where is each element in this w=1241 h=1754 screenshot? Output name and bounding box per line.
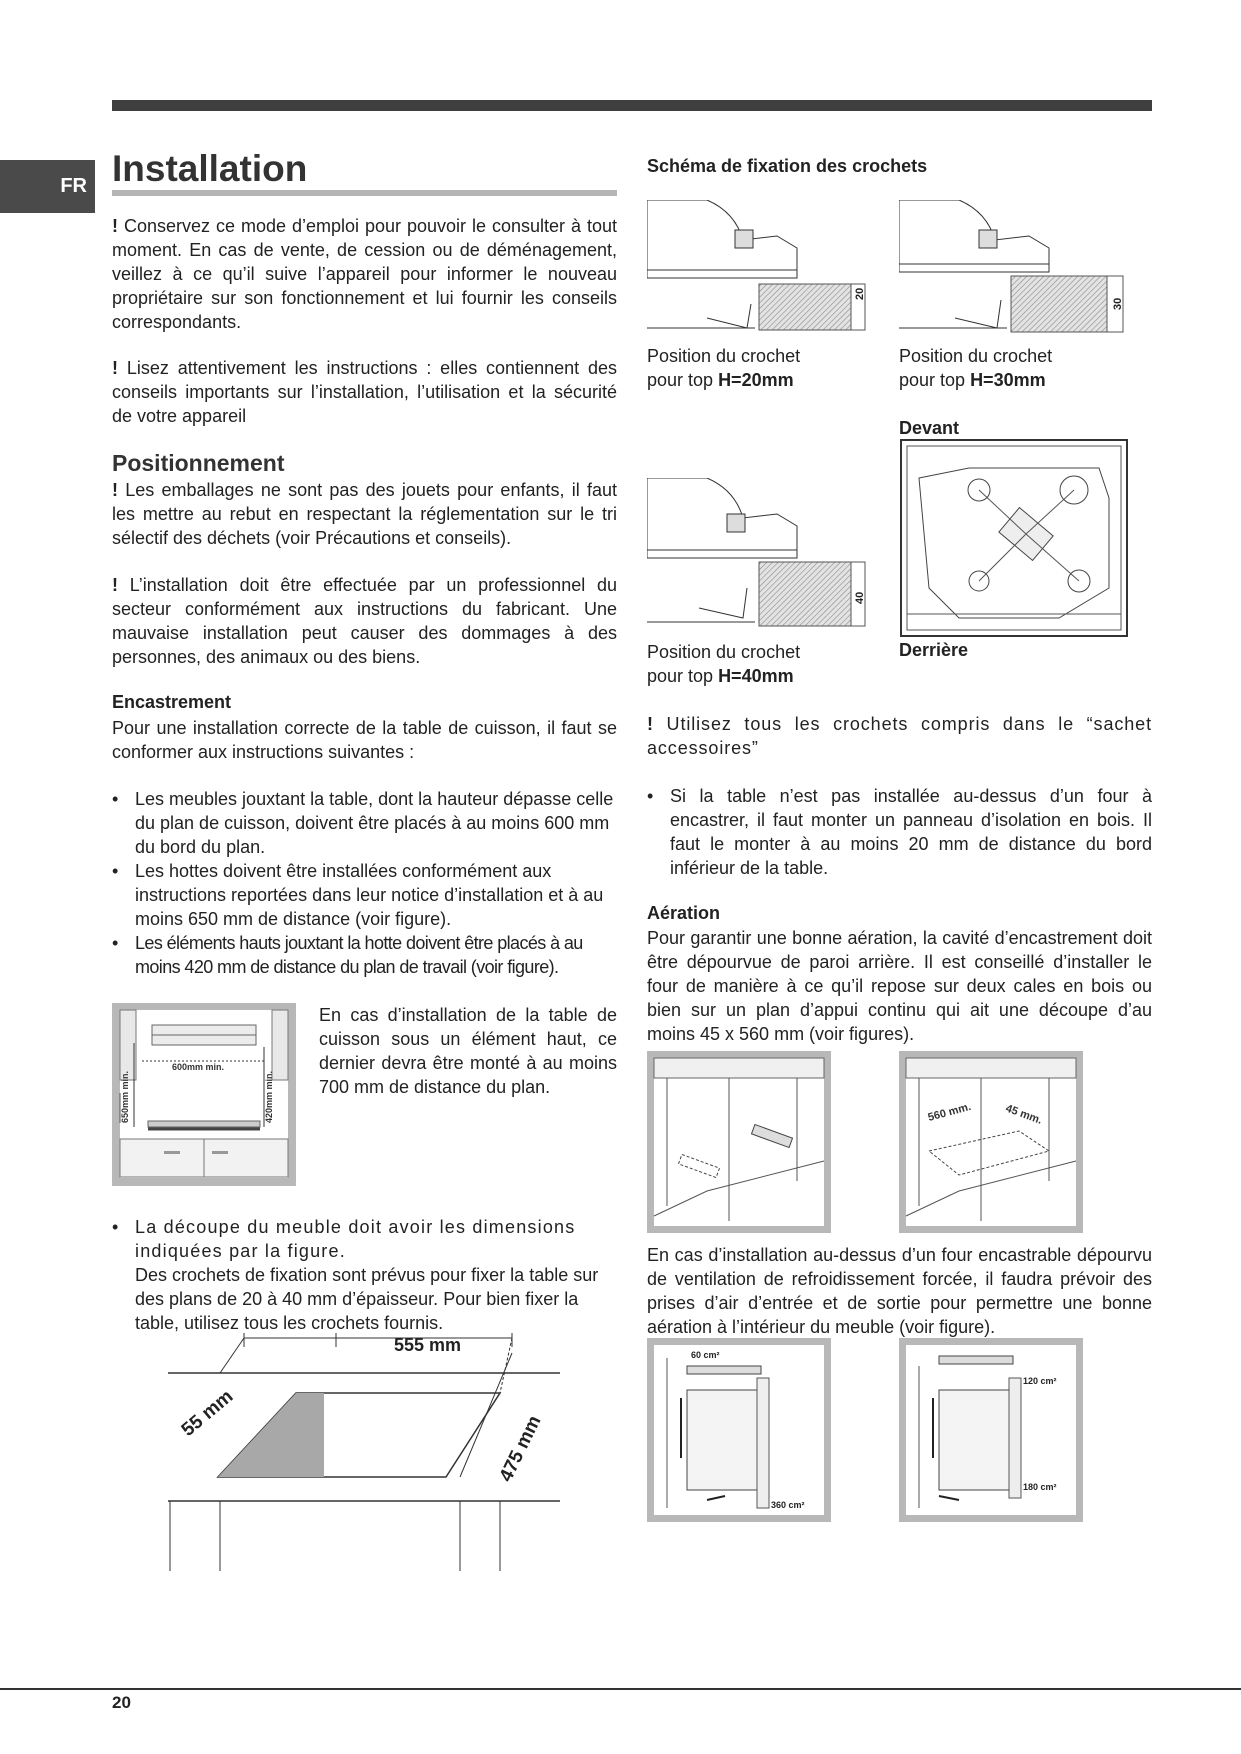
inlet-area: 60 cm² [691,1350,720,1360]
list-item: • Les meubles jouxtant la table, dont la hauteur dépasse celle du plan de cuisson, doivent être placés à au moins 600 mm du bord du plan. [112,787,617,859]
intro-paragraph-1: ! Conservez ce mode d’emploi pour pouvoir le consulter à tout moment. En cas de vente, de cession ou de déménagement, veillez à ce qu’il suive l’appareil pour informer le nouveau propriétaire sur son fonctionnement et lui fournir les conseils correspondants. [112,216,617,332]
oven-ventilation-paragraph: En cas d’installation au-dessus d’un four encastrable dépourvu de ventilation de refroidissement forcée, il faudra prévoir des prises d’air d’entrée et de sortie pour permettre une bonne aération à l’intérieur du meuble (voir figure). [647,1245,1152,1337]
aeration-heading: Aération [647,903,721,923]
hood-clearance-figure [112,1003,296,1186]
page-title: Installation [112,148,308,189]
encastrement-bullets [112,787,617,979]
cutout-bullets [112,1215,617,1335]
hood-height-label: 650mm min. [120,1070,130,1123]
list-item: • Les éléments hauts jouxtant la hotte doivent être placés à au moins 420 mm de distance du plan de travail (voir figure). [112,931,617,979]
upper-unit-height-label: 420mm min. [264,1070,274,1123]
encastrement-intro: Pour une installation correcte de la table de cuisson, il faut se conformer aux instructions suivantes : [112,718,617,762]
hook-caption-40: Position du crochet pour top H=40mm [647,642,801,686]
wood-panel-bullets [647,784,1152,880]
aeration-paragraph: Pour garantir une bonne aération, la cavité d’encastrement doit être dépourvue de paroi arrière. Il est conseillé d’installer le four de manière à ce qu’il repose sur deux cales en bois ou bien sur un plan d’appui continu qui ait une découpe d’au moins 45 x 560 mm (voir figures). [647,928,1152,1044]
outlet-area: 360 cm² [771,1500,805,1510]
list-item: • Les hottes doivent être installées conformément aux instructions reportées dans leur notice d’installation et à au moins 650 mm de distance (voir figure). [112,859,617,931]
edge-dimension: 55 mm [177,1386,238,1441]
intro-paragraph-2: ! Lisez attentivement les instructions : elles contiennent des conseils importants sur l’installation, l’utilisation et la sécurité de votre appareil [112,358,617,426]
oven-vent-figure-left [647,1338,831,1522]
hook-thickness: 20 [854,287,866,300]
upper-unit-note: En cas d’installation de la table de cuisson sous un élément haut, ce dernier devra être monté à au moins 700 mm de distance du plan. [319,1005,617,1097]
hooks-heading: Schéma de fixation des crochets [647,156,928,176]
hook-caption-20: Position du crochet pour top H=20mm [647,346,801,390]
hob-underside-figure [899,438,1129,638]
top-rule [112,100,1152,111]
positioning-heading: Positionnement [112,450,285,476]
front-label: Devant [899,418,960,438]
hook-thickness: 30 [1112,297,1124,310]
width-dimension: 555 mm [394,1335,462,1355]
cabinet-figure-cutout [899,1051,1083,1233]
gap-label: 45 mm. [1003,1102,1044,1127]
page-number: 20 [112,1693,131,1712]
hook-figure-30 [899,200,1129,340]
back-label: Derrière [899,640,969,660]
positioning-paragraph-1: ! Les emballages ne sont pas des jouets pour enfants, il faut les mettre au rebut en respectant la réglementation sur le tri sélectif des déchets (voir Précautions et conseils). [112,480,617,548]
hook-figure-20 [647,200,871,340]
list-item: • La découpe du meuble doit avoir les dimensions indiquées par la figure. Des crochets de fixation sont prévus pour fixer la table sur des plans de 20 à 40 mm d’épaisseur. Pour bien fixer la table, utilisez tous les crochets fournis. [112,1215,617,1335]
list-item: • Si la table n’est pas installée au-dessus d’un four à encastrer, il faut monter un panneau d’isolation en bois. Il faut le monter à au moins 20 mm de distance du bord inférieur de la table. [647,784,1152,880]
title-underline [112,190,617,196]
depth-dimension: 475 mm [495,1412,546,1486]
inlet-area: 120 cm² [1023,1376,1057,1386]
encastrement-heading: Encastrement [112,692,232,712]
cutout-dimensions-figure [160,1333,570,1573]
positioning-paragraph-2: ! L’installation doit être effectuée par un professionnel du secteur conformément aux instructions du fabricant. Une mauvaise installation peut causer des dommages à des personnes, des animaux ou des biens. [112,575,617,667]
language-tab: FR [0,160,95,213]
cabinet-figure-shelves [647,1051,831,1233]
outlet-area: 180 cm² [1023,1482,1057,1492]
width-label: 600mm min. [172,1062,225,1072]
hook-figure-40 [647,478,871,630]
depth-label: 560 mm. [926,1100,973,1124]
hook-thickness: 40 [854,591,866,604]
hook-caption-30: Position du crochet pour top H=30mm [899,346,1053,390]
use-all-hooks-note: ! Utilisez tous les crochets compris dans le “sachet accessoires” [647,714,1152,758]
footer-rule [0,1688,1241,1690]
oven-vent-figure-right [899,1338,1083,1522]
